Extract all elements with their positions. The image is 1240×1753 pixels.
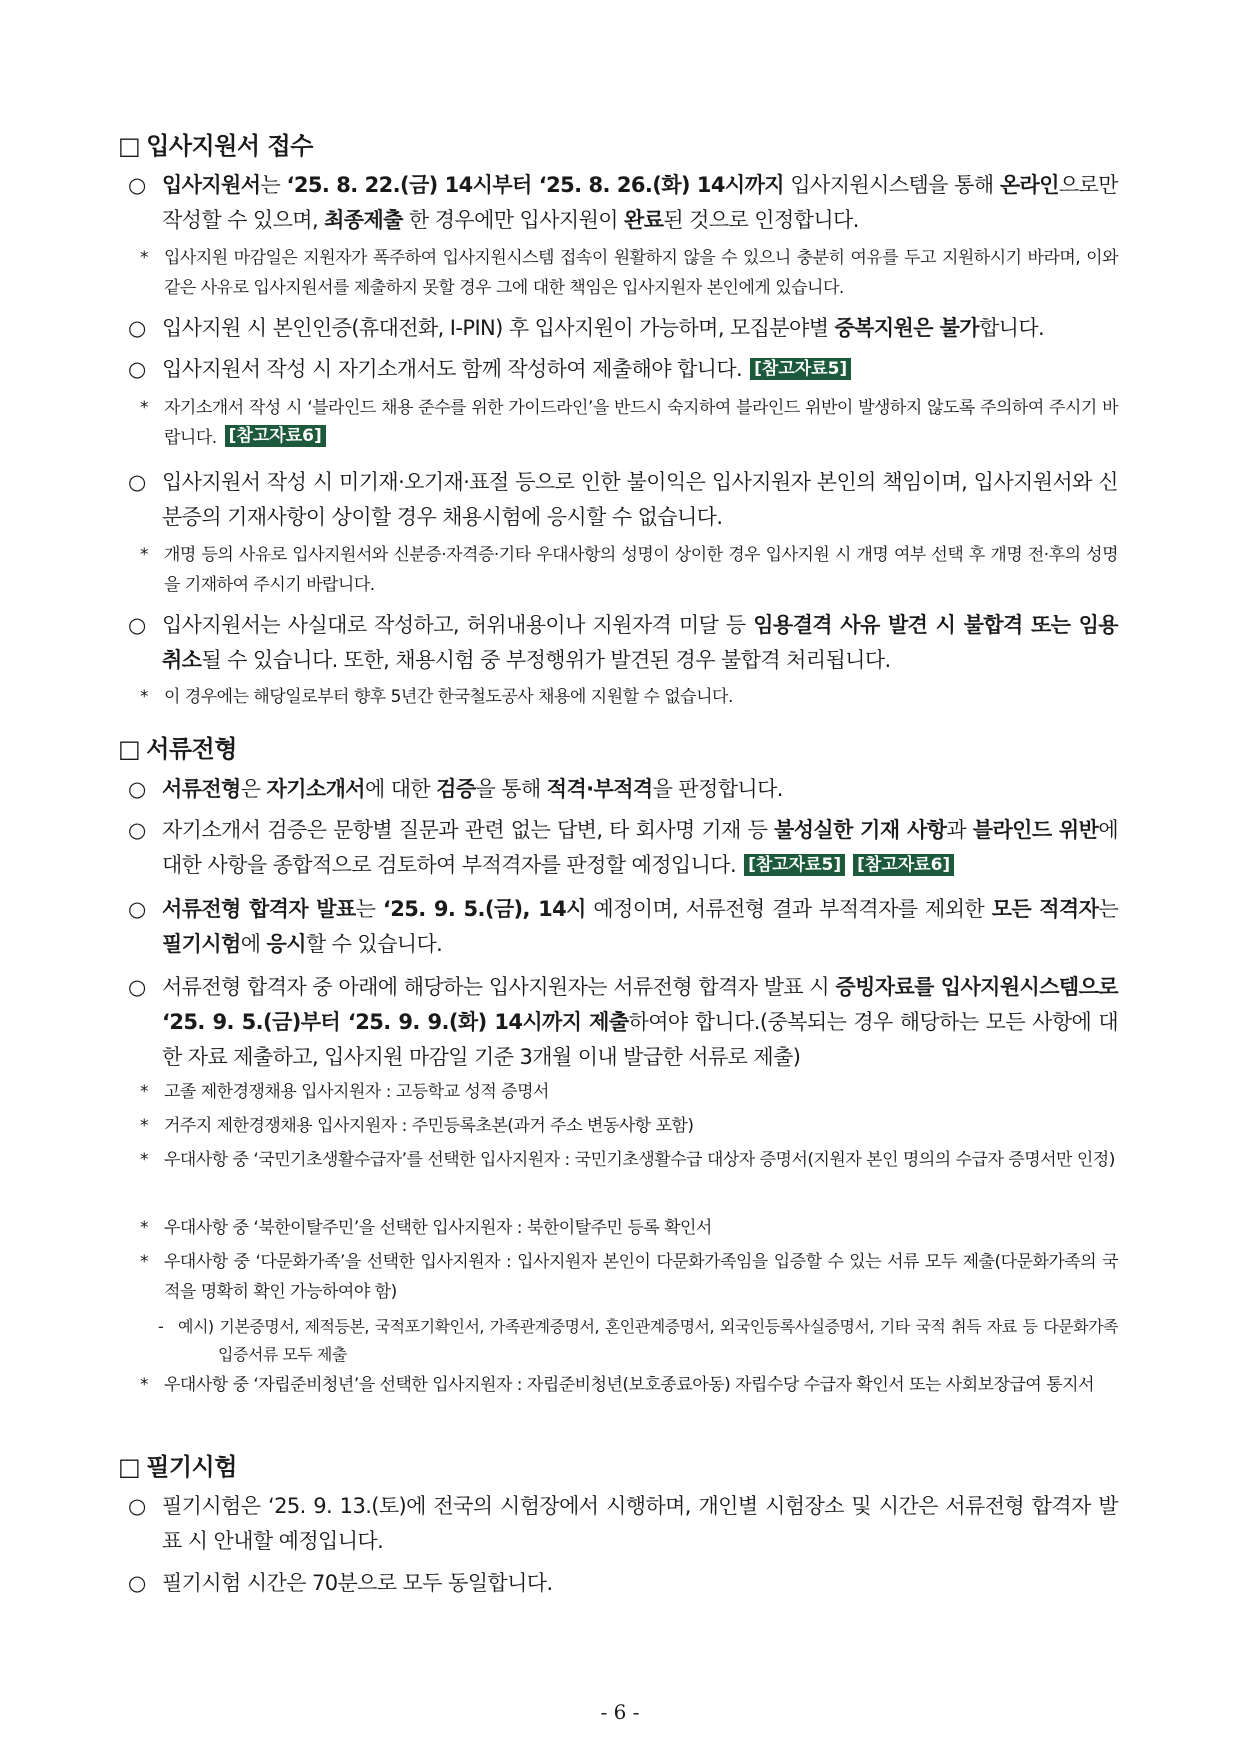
- circle-bullet-icon: ○: [128, 613, 146, 637]
- circle-bullet-icon: ○: [128, 316, 146, 340]
- page-number: - 6 -: [600, 1700, 640, 1724]
- asterisk-icon: *: [140, 1150, 148, 1170]
- dash-icon: -: [158, 1317, 164, 1336]
- bullet-exam-date: ○ 필기시험은 ‘25. 9. 13.(토)에 전국의 시험장에서 시행하며, 개인별 시험장소 및 시간은 서류전형 합격자 발표 시 안내할 예정입니다.: [128, 1489, 1118, 1559]
- circle-bullet-icon: ○: [128, 897, 146, 921]
- circle-bullet-icon: ○: [128, 470, 146, 494]
- bullet-responsibility: ○ 입사지원서 작성 시 미기재·오기재·표절 등으로 인한 불이익은 입사지원자 본인의 책임이며, 입사지원서와 신분증의 기재사항이 상이할 경우 채용시험에 응시할 수 없습니다.: [128, 465, 1118, 535]
- circle-bullet-icon: ○: [128, 173, 146, 197]
- bullet-pass-announcement: ○ 서류전형 합격자 발표는 ‘25. 9. 5.(금), 14시 예정이며, 서류전형 결과 부적격자를 제외한 모든 적격자는 필기시험에 응시할 수 있습니다.: [128, 892, 1118, 962]
- asterisk-icon: *: [140, 248, 148, 268]
- bullet-verification-criteria: ○ 자기소개서 검증은 문항별 질문과 관련 없는 답변, 타 회사명 기재 등 불성실한 기재 사항과 블라인드 위반에 대한 사항을 종합적으로 검토하여 부적격자를 판정할 예정입니다. [참고자료5] [참고자료6]: [128, 813, 1118, 883]
- section-title-application: □ 입사지원서 접수: [118, 132, 313, 160]
- circle-bullet-icon: ○: [128, 1494, 146, 1518]
- asterisk-icon: *: [140, 398, 148, 418]
- bullet-self-introduction: ○ 입사지원서 작성 시 자기소개서도 함께 작성하여 제출해야 합니다. [참고자료5]: [128, 352, 1118, 387]
- bullet-evidence-submission: ○ 서류전형 합격자 중 아래에 해당하는 입사지원자는 서류전형 합격자 발표 시 증빙자료를 입사지원시스템으로 ‘25. 9. 5.(금)부터 ‘25. 9. 9.(화) 14시까지 제출하여야 합니다.(중복되는 경우 해당하는 모든 사항에 대한 자료 제출하고, 입사지원 마감일 기준 3개월 이내 발급한 서류로 제출): [128, 970, 1118, 1075]
- circle-bullet-icon: ○: [128, 818, 146, 842]
- bullet-exam-duration: ○ 필기시험 시간은 70분으로 모두 동일합니다.: [128, 1566, 1118, 1601]
- note-self-reliance-youth: * 우대사항 중 ‘자립준비청년’을 선택한 입사지원자 : 자립준비청년(보호종료아동) 자립수당 수급자 확인서 또는 사회보장급여 통지서: [140, 1370, 1118, 1400]
- checkbox-square-icon: □: [118, 132, 141, 160]
- subnote-multicultural-examples: - 예시) 기본증명서, 제적등본, 국적포기확인서, 가족관계증명서, 혼인관계증명서, 외국인등록사실증명서, 기타 국적 취득 자료 등 다문화가족 입증서류 모두 제출: [158, 1313, 1118, 1369]
- reference-tag: [참고자료5]: [744, 854, 845, 876]
- asterisk-icon: *: [140, 687, 148, 707]
- reference-tag: [참고자료5]: [750, 358, 851, 380]
- note-deadline-warning: * 입사지원 마감일은 지원자가 폭주하여 입사지원시스템 접속이 원활하지 않을 수 있으니 충분히 여유를 두고 지원하시기 바라며, 이와 같은 사유로 입사지원서를 제출하지 못할 경우 그에 대한 책임은 입사지원자 본인에게 있습니다.: [140, 243, 1118, 303]
- note-blind-guideline: * 자기소개서 작성 시 ‘블라인드 채용 준수를 위한 가이드라인’을 반드시 숙지하여 블라인드 위반이 발생하지 않도록 주의하여 주시기 바랍니다. [참고자료6]: [140, 393, 1118, 453]
- asterisk-icon: *: [140, 1116, 148, 1136]
- note-name-change: * 개명 등의 사유로 입사지원서와 신분증·자격증·기타 우대사항의 성명이 상이한 경우 입사지원 시 개명 여부 선택 후 개명 전·후의 성명을 기재하여 주시기 바랍니다.: [140, 540, 1118, 600]
- note-residence: * 거주지 제한경쟁채용 입사지원자 : 주민등록초본(과거 주소 변동사항 포함): [140, 1111, 1118, 1141]
- asterisk-icon: *: [140, 1218, 148, 1238]
- asterisk-icon: *: [140, 1375, 148, 1395]
- bullet-screening-overview: ○ 서류전형은 자기소개서에 대한 검증을 통해 적격·부적격을 판정합니다.: [128, 772, 1118, 807]
- circle-bullet-icon: ○: [128, 357, 146, 381]
- reference-tag: [참고자료6]: [853, 854, 954, 876]
- asterisk-icon: *: [140, 1082, 148, 1102]
- checkbox-square-icon: □: [118, 735, 141, 763]
- section-title-document-screening: □ 서류전형: [118, 735, 237, 763]
- asterisk-icon: *: [140, 1252, 148, 1272]
- circle-bullet-icon: ○: [128, 975, 146, 999]
- reference-tag: [참고자료6]: [225, 425, 326, 447]
- circle-bullet-icon: ○: [128, 777, 146, 801]
- note-five-year-ban: * 이 경우에는 해당일로부터 향후 5년간 한국철도공사 채용에 지원할 수 없습니다.: [140, 682, 1118, 712]
- asterisk-icon: *: [140, 545, 148, 565]
- note-north-korean-defector: * 우대사항 중 ‘북한이탈주민’을 선택한 입사지원자 : 북한이탈주민 등록 확인서: [140, 1213, 1118, 1243]
- note-multicultural-family: * 우대사항 중 ‘다문화가족’을 선택한 입사지원자 : 입사지원자 본인이 다문화가족임을 입증할 수 있는 서류 모두 제출(다문화가족의 국적을 명확히 확인 가능하여야 함): [140, 1247, 1118, 1307]
- note-basic-livelihood: * 우대사항 중 ‘국민기초생활수급자’를 선택한 입사지원자 : 국민기초생활수급 대상자 증명서(지원자 본인 명의의 수급자 증명서만 인정): [140, 1145, 1118, 1175]
- circle-bullet-icon: ○: [128, 1571, 146, 1595]
- note-high-school: * 고졸 제한경쟁채용 입사지원자 : 고등학교 성적 증명서: [140, 1077, 1118, 1107]
- section-title-written-exam: □ 필기시험: [118, 1453, 237, 1481]
- bullet-truthful-writing: ○ 입사지원서는 사실대로 작성하고, 허위내용이나 지원자격 미달 등 임용결격 사유 발견 시 불합격 또는 임용 취소될 수 있습니다. 또한, 채용시험 중 부정행위가 발견된 경우 불합격 처리됩니다.: [128, 608, 1118, 678]
- bullet-application-period: ○ 입사지원서는 ‘25. 8. 22.(금) 14시부터 ‘25. 8. 26.(화) 14시까지 입사지원시스템을 통해 온라인으로만 작성할 수 있으며, 최종제출 한 경우에만 입사지원이 완료된 것으로 인정합니다.: [128, 168, 1118, 238]
- bullet-identity-verification: ○ 입사지원 시 본인인증(휴대전화, I-PIN) 후 입사지원이 가능하며, 모집분야별 중복지원은 불가합니다.: [128, 311, 1118, 346]
- checkbox-square-icon: □: [118, 1453, 141, 1481]
